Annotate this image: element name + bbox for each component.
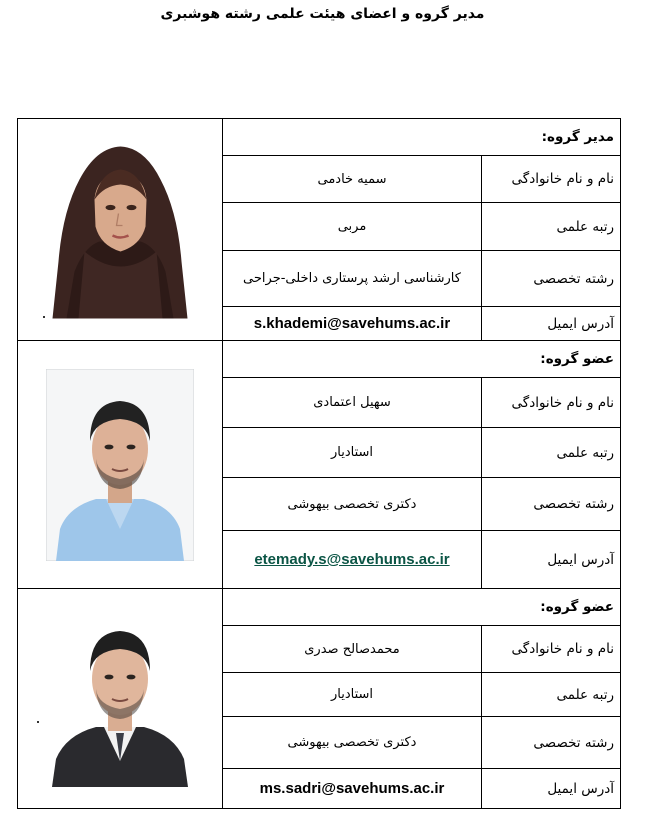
stray-dot — [37, 721, 39, 723]
member-1-photo-cell — [18, 119, 223, 341]
label-rank: رتبه علمی — [482, 203, 621, 251]
member-3-role-row — [18, 589, 621, 626]
label-rank: رتبه علمی — [482, 673, 621, 717]
label-email: آدرس ایمیل — [482, 531, 621, 589]
male-portrait-image — [46, 611, 194, 787]
member-1-name: سمیه خادمی — [223, 156, 482, 203]
member-2-role: عضو گروه: — [223, 341, 621, 378]
member-2-photo — [46, 369, 194, 561]
label-name: نام و نام خانوادگی — [482, 378, 621, 428]
member-1-field: کارشناسی ارشد پرستاری داخلی-جراحی — [223, 251, 482, 307]
faculty-table — [17, 118, 621, 809]
member-3-role: عضو گروه: — [223, 589, 621, 626]
member-1-role-row — [18, 119, 621, 156]
label-field: رشته تخصصی — [482, 251, 621, 307]
label-email: آدرس ایمیل — [482, 307, 621, 341]
member-2-email-cell — [223, 531, 482, 589]
member-2-name: سهیل اعتمادی — [223, 378, 482, 428]
member-3-rank: استادیار — [223, 673, 482, 717]
label-rank: رتبه علمی — [482, 428, 621, 478]
label-name: نام و نام خانوادگی — [482, 156, 621, 203]
member-2-rank: استادیار — [223, 428, 482, 478]
female-portrait-image — [45, 141, 196, 318]
male-portrait-image — [46, 369, 194, 561]
member-1-photo — [45, 141, 196, 318]
member-3-photo-cell — [18, 589, 223, 809]
member-3-email: ms.sadri@savehums.ac.ir — [223, 769, 482, 809]
member-3-name: محمدصالح صدری — [223, 626, 482, 673]
page-title: مدیر گروه و اعضای هیئت علمی رشته هوشبری — [160, 6, 485, 22]
label-email: آدرس ایمیل — [482, 769, 621, 809]
member-2-role-row — [18, 341, 621, 378]
member-3-photo — [46, 611, 194, 787]
member-1-role: مدیر گروه: — [223, 119, 621, 156]
label-name: نام و نام خانوادگی — [482, 626, 621, 673]
member-1-email: s.khademi@savehums.ac.ir — [223, 307, 482, 341]
label-field: رشته تخصصی — [482, 717, 621, 769]
stray-dot — [43, 316, 45, 318]
member-2-photo-cell — [18, 341, 223, 589]
member-1-rank: مربی — [223, 203, 482, 251]
member-3-field: دکتری تخصصی بیهوشی — [223, 717, 482, 769]
label-field: رشته تخصصی — [482, 478, 621, 531]
member-2-field: دکتری تخصصی بیهوشی — [223, 478, 482, 531]
member-2-email-link[interactable]: etemady.s@savehums.ac.ir — [254, 551, 450, 568]
